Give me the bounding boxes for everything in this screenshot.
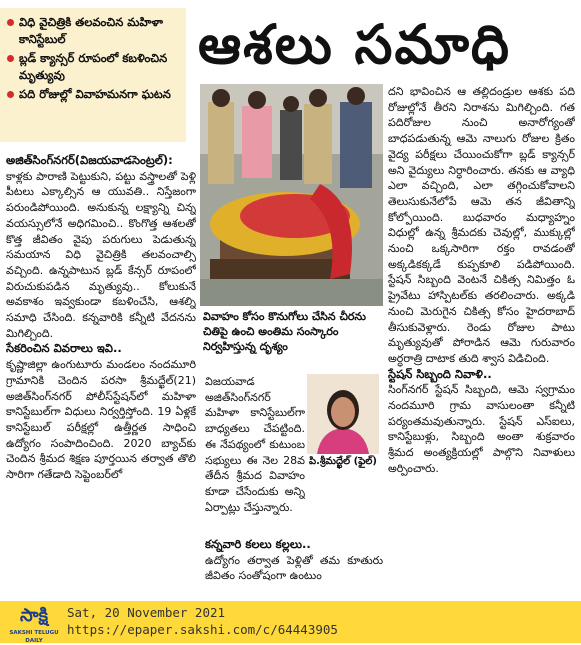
- portrait-image: [307, 374, 379, 454]
- paragraph: విజయవాడ అజిత్‌సింగ్‌నగర్ మహిళా కానిస్టేబుల్‌గా బాధ్యతలు చేపట్టింది. ఈ నేపథ్యంలో కుటుంబ సభ్యులు ఈ నెల 28వ తేదీన శ్రీమద వివాహం కూడా చేసేందుకు అన్ని ఏర్పాట్లు చేస్తున్నారు.: [205, 375, 305, 514]
- subheading: కన్నవారి కలలు కల్లలు..: [205, 537, 311, 551]
- article-column-2-bottom: [205, 537, 383, 601]
- bullet-icon: [7, 91, 14, 98]
- paragraph: కాళ్లకు పారాణి పెట్టుకుని, పట్టు వస్త్రాలతో పెళ్లి పీటలు ఎక్కాల్సిన ఆ యువతి.. నిస్తేజంగా పరుండిపోయింది. అనుకున్న లక్ష్యాన్ని చిన్న వయస్సులోనే అధిగమించి.. కొంగొత్త ఆశలతో కొత్త జీవితం వైపు పరుగులు పెడుతున్న సమయాన విధి వైచిత్రికి తలవంచాల్సి వచ్చింది. ఉన్నపాటున బ్లడ్ కేన్సర్ రూపంలో విరుచుకుపడిన మృత్యువు.. కోలుకునే అవకాశం ఇవ్వకుండా కబళించేసి, ఆశల్ని సమాధి చేసింది. కన్నవారికి కన్నీటి వేదనను మిగిల్చింది.: [6, 169, 196, 340]
- highlight-text: పది రోజుల్లో వివాహమనగా ఘటన: [19, 87, 171, 101]
- subheading: సేకరించిన వివరాలు ఇవి..: [6, 341, 122, 356]
- paragraph: సింగ్‌నగర్ స్టేషన్ సిబ్బంది, ఆమె స్వగ్రామం నందమూరి గ్రామ వాసులంతా కన్నీటి పర్యంతమవుతున్నారు. స్టేషన్ ఎస్‌ఐలు, కానిస్టేబుళ్లు, సిబ్బంది అంతా శుక్రవారం శ్రీమద అంత్యక్రియల్లో పాల్గొని నివాళులు అర్పించారు.: [388, 383, 575, 475]
- highlight-item: [4, 50, 182, 84]
- subheading: స్టేషన్ సిబ్బంది నివాళి..: [388, 366, 492, 381]
- highlights-box: [0, 8, 186, 142]
- photo-caption: వివాహం కోసం కొనుగోలు చేసిన చీరను చితిపై ఉంచి అంతిమ సంస్కారం నిర్వహిస్తున్న దృశ్యం: [203, 310, 366, 353]
- paragraph: కృష్ణాజిల్లా ఉంగుటూరు మండలం నందమూరి గ్రామానికి చెందిన పరసా శ్రీమద్ఖేల్(21) అజిత్‌సింగ్‌నగర్ పోలీస్‌స్టేషన్‌లో మహిళా కానిస్టేబుల్‌గా విధులు నిర్వర్తిస్తోంది. 19 ఏళ్లకే కానిస్టేబుల్ పరీక్షల్లో ఉత్తీర్ణత సాధించి ఉద్యోగం సంపాదించింది. 2020 బ్యాచ్‌కు చెందిన శ్రీమద శిక్షణ పూర్తయిన తర్వాత తొలి సారిగా గతేడాది సెప్టెంబర్‌లో: [6, 358, 196, 482]
- dateline: అజిత్‌సింగ్‌నగర్(విజయవాడసెంట్రల్):: [6, 153, 173, 167]
- bullet-icon: [7, 55, 14, 62]
- portrait-photo: [307, 374, 379, 454]
- article-column-1: [6, 153, 196, 601]
- highlight-text: బ్లడ్ క్యాన్సర్ రూపంలో కబళించిన మృత్యువు: [19, 51, 168, 82]
- highlight-item: [4, 14, 182, 48]
- logo-text: సాక్షి: [20, 605, 48, 626]
- headline: ఆశలు సమాధి: [198, 13, 512, 76]
- paragraph: దని భావించిన ఆ తల్లిదండ్రుల ఆశకు పది రోజుల్లోనే తీరని నిరాశను మిగిల్చింది. గత పదిరోజుల నుంచి అనారోగ్యంతో బాధపడుతున్న ఆమె నాలుగు రోజుల క్రితం వైద్య పరీక్షలు చేయించుకోగా బ్లడ్ క్యాన్సర్ అని వైద్యులు నిర్ధారించారు. తనకు ఆ వ్యాధి ఎలా వచ్చింది, ఎలా తగ్గించుకోవాలని తెలుసుకునేలోపే ఆమె తన జీవితాన్ని కోల్పోయింది. బుధవారం మధ్యాహ్నం విధుల్లో ఉన్న శ్రీమదకు చెవుల్లో, ముక్కుల్లో నుంచి ఒక్కసారిగా రక్తం రావడంతో అక్కడికక్కడే కుప్పకూలి పడిపోయింది. స్టేషన్ సిబ్బంది వెంటనే చికిత్స నిమిత్తం ఓ ప్రైవేటు హాస్పిటల్‌కు తరలించారు. అక్కడి నుంచి మెరుగైన చికిత్స కోసం హైదరాబాద్ తీసుకువెళ్లారు. రెండు రోజుల పాటు మృత్యువుతో పోరాడిన ఆమె గురువారం అర్ధరాత్రి దాటాక తుది శ్వాస విడిచింది.: [388, 85, 575, 365]
- highlight-text: విధి వైచిత్రికి తలవంచిన మహిళా కానిస్టేబుల్: [19, 15, 163, 46]
- edition-date: Sat, 20 November 2021: [67, 605, 226, 620]
- sakshi-logo: [3, 603, 65, 644]
- funeral-photo: [200, 84, 383, 306]
- portrait-caption: పి.శ్రీమద్ఖేల్ (ఫైల్): [309, 456, 377, 467]
- bullet-icon: [7, 19, 14, 26]
- article-column-3: [388, 84, 575, 601]
- highlight-item: [4, 86, 182, 103]
- epaper-url[interactable]: https://epaper.sakshi.com/c/64443905: [67, 622, 338, 637]
- logo-subtext: SAKSHI TELUGU DAILY: [9, 630, 59, 644]
- funeral-photo-image: [200, 84, 383, 306]
- article-column-2: [205, 374, 305, 534]
- paragraph: ఉద్యోగం తర్వాత పెళ్లితో తమ కూతురు జీవితం సంతోషంగా ఉంటుం: [205, 553, 383, 583]
